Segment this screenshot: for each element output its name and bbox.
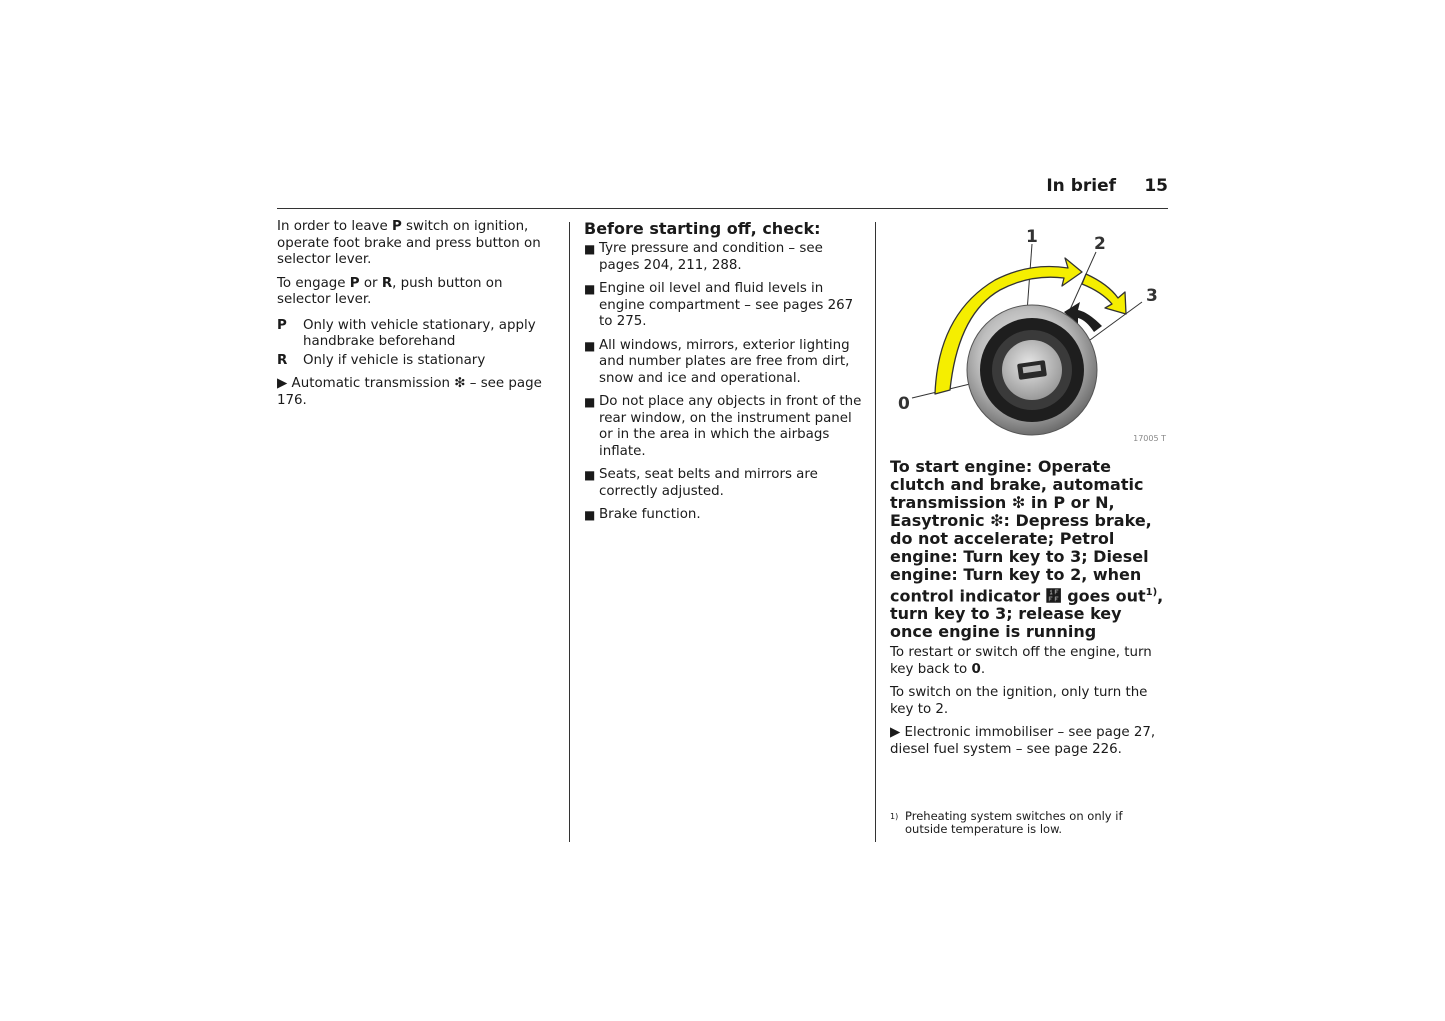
ignition-switch-illustration [890,222,1168,444]
bold-p: P [391,219,402,234]
square-bullet-icon: ■ [584,395,596,409]
bold-r: R [381,275,393,291]
column-divider [569,222,570,842]
automatic-transmission-ref: ▶ Automatic transmission ❇ – see page 176. [277,376,542,408]
engage-paragraph [277,276,557,309]
bold-p: P [349,275,360,291]
text-span: . [980,661,986,677]
check-item [584,338,862,388]
position-label-0: 0 [898,394,910,414]
figure-reference: 17005 T [1133,434,1166,443]
check-item-text: Engine oil level and fluid levels in engine compartment – see pages 267 to 275. [599,281,854,329]
legend-row [277,318,557,351]
position-label-1: 1 [1026,227,1038,247]
check-item [584,507,862,524]
legend-key: P [277,317,287,333]
check-item-text: Tyre pressure and condition – see pages 204, 211, 288. [599,241,823,273]
check-item [584,394,862,460]
check-heading: Before starting off, check: [584,219,821,238]
check-item [584,241,862,274]
check-item-text: Seats, seat belts and mirrors are correctly adjusted. [599,467,818,499]
legend-key: R [277,352,288,368]
footnote [890,810,1168,836]
legend-text: Only if vehicle is stationary [303,352,486,368]
position-label-3: 3 [1146,286,1158,306]
ignition-switch-figure [890,222,1168,444]
text-span: , push button on selector lever. [277,275,503,307]
left-column [277,219,557,416]
middle-column [584,219,862,531]
footnote-ref: 1) [1145,587,1158,598]
check-item [584,467,862,500]
text-span: To engage [277,275,350,291]
column-divider [875,222,876,842]
instruction-text: , turn key to 3; release key once engine is running [890,586,1164,642]
yellow-spring-arrow [1082,274,1126,314]
square-bullet-icon: ■ [584,242,596,256]
legend-list [277,318,557,370]
check-item [584,281,862,331]
text-span: or [359,275,382,291]
footnote-text: Preheating system switches on only if outside temperature is low. [905,809,1123,836]
check-item-text: Brake function. [599,507,701,522]
text-span: In order to leave [277,219,392,234]
check-item-text: All windows, mirrors, exterior lighting and number plates are free from dirt, snow and ice and operational. [599,337,850,386]
square-bullet-icon: ■ [584,508,596,522]
instruction-text: To start engine: Operate clutch and brake, automatic transmission ❇ in P or N, Easytronic ❇: Depress brake, do not accelerate; Petrol engine: Turn key to 3; Diesel engine: Turn key to 2, when control indicator ῿ goes out [890,457,1152,606]
start-engine-instruction [890,458,1168,641]
ignition-paragraph: To switch on the ignition, only turn the key to 2. [890,685,1148,717]
square-bullet-icon: ■ [584,282,596,296]
legend-text: Only with vehicle stationary, apply handbrake beforehand [303,317,536,349]
leave-p-paragraph [277,219,557,269]
legend-row [277,353,557,370]
right-column [890,458,1168,765]
check-item-text: Do not place any objects in front of the rear window, on the instrument panel or in the area in which the airbags inflate. [599,394,862,459]
text-span: switch on ignition, operate foot brake and press button on selector lever. [277,219,541,267]
section-title: In brief [1046,176,1116,196]
restart-paragraph [890,645,1168,678]
square-bullet-icon: ■ [584,338,596,353]
page-header [277,174,1168,209]
square-bullet-icon: ■ [584,468,596,482]
page-number: 15 [1144,176,1168,196]
position-label-2: 2 [1094,234,1106,254]
immobiliser-ref: ▶ Electronic immobiliser – see page 27, diesel fuel system – see page 226. [890,725,1156,757]
footnote-mark: 1) [890,812,899,821]
bold-zero: 0 [971,661,981,677]
text-span: To restart or switch off the engine, turn key back to [890,645,1152,677]
